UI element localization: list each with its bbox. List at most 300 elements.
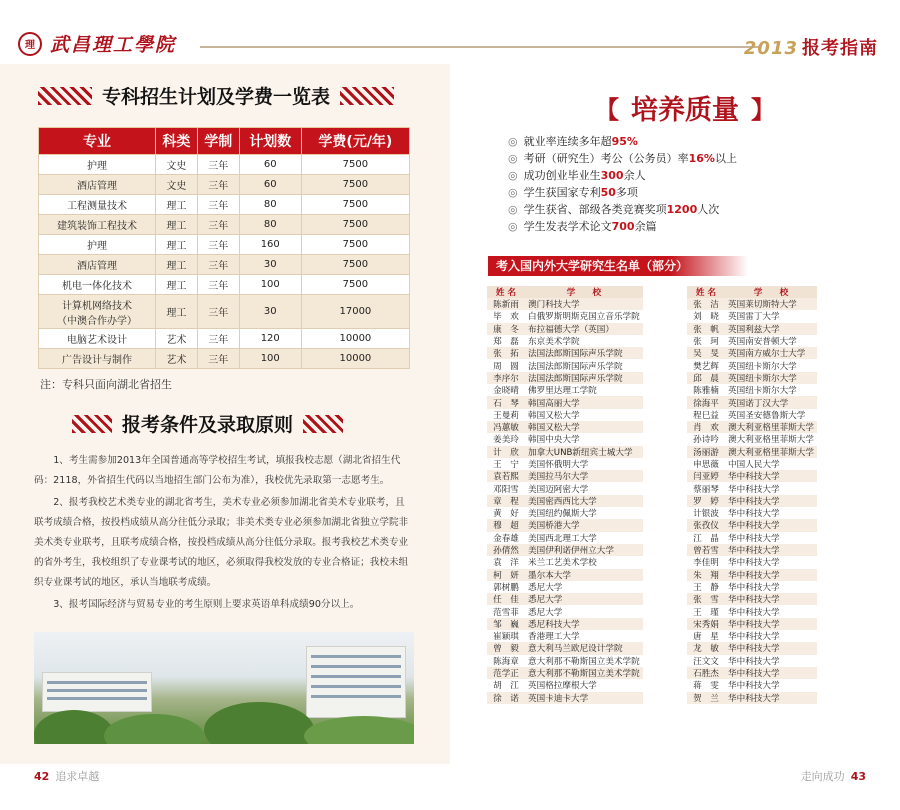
graduate-name: 王曼莉 xyxy=(493,410,519,421)
footer-left xyxy=(34,768,99,784)
plan-cell: 机电一体化技术 xyxy=(39,275,156,295)
graduate-row xyxy=(487,593,643,605)
graduate-row xyxy=(687,335,817,347)
graduate-row xyxy=(487,544,643,556)
graduate-name: 张 帆 xyxy=(687,323,725,335)
graduate-school: 美国纽约佩斯大学 xyxy=(528,509,597,520)
graduate-name: 吴 旻 xyxy=(687,347,725,359)
graduate-row xyxy=(687,409,817,421)
graduate-row xyxy=(487,470,643,482)
graduate-school: 白俄罗斯明斯克国立音乐学院 xyxy=(528,312,640,323)
bullet-hl: 700 xyxy=(611,220,635,233)
graduate-school: 英国莱切斯特大学 xyxy=(725,298,817,310)
graduate-name: 陈新雨 xyxy=(487,298,525,310)
footer-slogan: 走向成功 xyxy=(800,770,845,783)
plan-cell: 理工 xyxy=(155,255,197,275)
graduate-name: 张 珂 xyxy=(693,337,719,348)
graduate-row xyxy=(487,569,643,581)
graduate-name: 曾 毅 xyxy=(487,642,525,654)
graduate-row xyxy=(687,532,817,544)
graduate-school: 英国诺丁汉大学 xyxy=(725,396,817,408)
school-logo xyxy=(18,30,176,57)
graduate-school: 美国西北理工大学 xyxy=(528,533,597,544)
graduate-name: 孙倩然 xyxy=(487,544,525,556)
plan-note: 注：专科只面向湖北省招生 xyxy=(40,378,172,391)
graduate-school: 法国法郎斯国际声乐学院 xyxy=(528,361,623,372)
graduate-row xyxy=(687,642,817,654)
graduate-row xyxy=(487,446,643,458)
graduate-row xyxy=(687,593,817,605)
graduate-name: 章 程 xyxy=(487,495,525,507)
graduate-row xyxy=(687,446,817,458)
graduate-school: 布拉福德大学（英国） xyxy=(525,323,643,335)
graduate-row xyxy=(687,482,817,494)
plan-cell: 建筑装饰工程技术 xyxy=(39,215,156,235)
graduate-school: 英国南方威尔士大学 xyxy=(725,347,817,359)
quality-bullets xyxy=(508,133,737,235)
plan-cell: 理工 xyxy=(155,235,197,255)
graduate-name: 姜美玲 xyxy=(493,435,519,446)
graduate-name: 王 宁 xyxy=(493,460,519,470)
graduate-school: 英国纽卡斯尔大学 xyxy=(728,361,797,372)
graduate-school: 澳大利亚格里菲斯大学 xyxy=(725,446,817,458)
graduate-name: 袁 洋 xyxy=(493,558,519,569)
plan-cell: 三年 xyxy=(197,175,239,195)
graduate-row xyxy=(487,409,643,421)
plan-cell: 80 xyxy=(239,215,301,235)
bullet-pre: 成功创业毕业生 xyxy=(523,169,601,182)
bullet-post: 余篇 xyxy=(634,220,657,233)
graduate-row xyxy=(687,396,817,408)
graduate-row xyxy=(687,298,817,310)
plan-cell: 60 xyxy=(239,155,301,175)
plan-cell: 三年 xyxy=(197,349,239,369)
graduate-school: 香港理工大学 xyxy=(528,632,580,643)
graduate-name: 石胜杰 xyxy=(687,667,725,679)
graduate-row xyxy=(487,347,643,359)
quality-bullet xyxy=(508,133,737,150)
bracket-close-icon: 】 xyxy=(751,96,775,124)
plan-cell: 三年 xyxy=(197,155,239,175)
quality-heading: 培养质量 xyxy=(631,95,739,126)
graduate-school: 华中科技大学 xyxy=(725,642,817,654)
graduate-school: 英国格拉摩根大学 xyxy=(528,681,597,692)
graduate-name: 陈海章 xyxy=(493,656,519,667)
page-number: 42 xyxy=(34,770,50,783)
graduate-school: 悉尼大学 xyxy=(525,593,643,605)
plan-cell: 10000 xyxy=(301,349,409,369)
plan-cell: 广告设计与制作 xyxy=(39,349,156,369)
graduate-row xyxy=(487,323,643,335)
plan-row xyxy=(39,295,410,329)
graduate-name: 江 晶 xyxy=(693,533,719,544)
graduate-name: 樊艺辉 xyxy=(693,361,719,372)
plan-cell: 护理 xyxy=(39,235,156,255)
graduate-row xyxy=(487,605,643,617)
bullet-post: 以上 xyxy=(714,152,737,165)
graduate-name: 王 瑾 xyxy=(693,607,719,618)
plan-cell: 10000 xyxy=(301,329,409,349)
rule-paragraph: 2、报考我校艺术类专业的湖北省考生，美术专业必须参加湖北省美术专业联考，且联考成绩合格，按投档成绩从高分往低分录取；非美术类专业必须参加湖北省独立学院非美术类专业联考，且联考成绩合格，按投档成绩从高分往低分录取。报考我校艺术类专业的省外考生，我校组织了专业课考试的地区，必须取得我校发放的专业合格证；我校未组织专业课考试的地区，承认当地联考成绩。 xyxy=(34,497,409,588)
graduate-name: 范雪菲 xyxy=(493,607,519,618)
bullet-post: 多项 xyxy=(615,186,638,199)
stripe-ornament-icon xyxy=(72,415,112,433)
graduate-name: 肖 欢 xyxy=(687,421,725,433)
graduate-row xyxy=(487,630,643,642)
col-header-name: 姓 名 xyxy=(487,286,525,298)
graduate-school: 华中科技大学 xyxy=(725,667,817,679)
bullet-pre: 学生获国家专利 xyxy=(523,186,601,199)
plan-cell: 理工 xyxy=(155,295,197,329)
bullet-pre: 学生发表学术论文 xyxy=(523,220,612,233)
graduate-row xyxy=(687,495,817,507)
plan-cell: 理工 xyxy=(155,215,197,235)
graduate-school: 华中科技大学 xyxy=(728,607,780,618)
graduate-name: 蔡丽琴 xyxy=(693,484,719,495)
rules-text xyxy=(34,451,414,617)
graduate-row xyxy=(687,433,817,445)
graduate-school: 英国南安普顿大学 xyxy=(728,337,797,348)
header xyxy=(0,0,900,64)
graduate-row xyxy=(687,655,817,667)
graduate-name: 张 雪 xyxy=(687,593,725,605)
graduate-name: 石 琴 xyxy=(487,396,525,408)
plan-cell: 7500 xyxy=(301,255,409,275)
graduate-row xyxy=(687,347,817,359)
graduate-row xyxy=(687,679,817,691)
graduate-school: 墨尔本大学 xyxy=(525,569,643,581)
graduate-school: 米兰工艺美术学校 xyxy=(528,558,597,569)
plan-row xyxy=(39,155,410,175)
graduate-school: 华中科技大学 xyxy=(725,618,817,630)
graduate-school: 华中科技大学 xyxy=(728,558,780,569)
tree xyxy=(34,710,114,744)
graduate-name: 李佳明 xyxy=(693,558,719,569)
plan-title: 专科招生计划及学费一览表 xyxy=(102,86,331,108)
guide-year: 2013 xyxy=(743,38,798,59)
bullet-hl: 300 xyxy=(600,169,624,182)
graduate-name: 张 洁 xyxy=(687,298,725,310)
graduate-school: 佛罗里达理工学院 xyxy=(528,386,597,397)
graduate-row xyxy=(487,458,643,470)
graduate-name: 闫亚婷 xyxy=(687,470,725,482)
plan-cell: 三年 xyxy=(197,195,239,215)
graduate-school: 澳门科技大学 xyxy=(525,298,643,310)
plan-row xyxy=(39,255,410,275)
graduate-school: 法国法郎斯国际声乐学院 xyxy=(525,372,643,384)
graduate-row xyxy=(487,433,643,445)
graduate-name: 柯 妍 xyxy=(487,569,525,581)
graduate-school: 法国法郎斯国际声乐学院 xyxy=(525,347,643,359)
plan-cell: 护理 xyxy=(39,155,156,175)
graduate-name: 申思薇 xyxy=(693,460,719,470)
graduate-list-banner: 考入国内外大学研究生名单（部分） xyxy=(488,256,748,276)
plan-cell: 文史 xyxy=(155,175,197,195)
bullet-pre: 考研（研究生）考公（公务员）率 xyxy=(523,152,689,165)
graduate-school: 韩国中央大学 xyxy=(528,435,580,446)
plan-cell: 三年 xyxy=(197,329,239,349)
graduate-name: 穆 超 xyxy=(487,519,525,531)
plan-cell: 三年 xyxy=(197,235,239,255)
graduate-name: 康 冬 xyxy=(487,323,525,335)
graduate-school: 意大利那不勒斯国立美术学院 xyxy=(528,656,640,667)
rule-paragraph: 3、报考国际经济与贸易专业的考生原则上要求英语单科成绩90分以上。 xyxy=(53,599,360,610)
plan-cell: 文史 xyxy=(155,155,197,175)
graduate-school: 华中科技大学 xyxy=(725,569,817,581)
plan-cell: 7500 xyxy=(301,195,409,215)
graduate-school: 英国圣安德鲁斯大学 xyxy=(728,410,806,421)
graduate-name: 罗 婷 xyxy=(687,495,725,507)
plan-cell: 三年 xyxy=(197,215,239,235)
graduate-row xyxy=(687,384,817,396)
plan-cell: 80 xyxy=(239,195,301,215)
plan-cell: 工程测量技术 xyxy=(39,195,156,215)
building xyxy=(306,646,406,718)
graduate-school: 澳大利亚格里菲斯大学 xyxy=(728,435,814,446)
quality-bullet xyxy=(508,150,737,167)
guide-title xyxy=(744,34,878,60)
graduate-school: 悉尼科技大学 xyxy=(525,618,643,630)
plan-cell: 电脑艺术设计 xyxy=(39,329,156,349)
col-header-school: 学 校 xyxy=(525,286,643,298)
stripe-ornament-icon xyxy=(38,87,92,105)
graduate-school: 悉尼大学 xyxy=(528,607,563,618)
graduate-list-b xyxy=(687,286,817,704)
graduate-name: 徐海平 xyxy=(687,396,725,408)
graduate-row xyxy=(487,507,643,519)
plan-cell: 7500 xyxy=(301,235,409,255)
graduate-row xyxy=(687,556,817,568)
quality-title xyxy=(595,88,775,127)
graduate-row xyxy=(487,298,643,310)
graduate-school: 华中科技大学 xyxy=(728,509,780,520)
plan-cell: 艺术 xyxy=(155,349,197,369)
plan-cell: 30 xyxy=(239,255,301,275)
graduate-row xyxy=(487,679,643,691)
graduate-name: 毕 欢 xyxy=(493,312,519,323)
graduate-school: 韩国又松大学 xyxy=(525,421,643,433)
graduate-school: 英国纽卡斯尔大学 xyxy=(725,372,817,384)
graduate-row xyxy=(487,655,643,667)
graduate-row xyxy=(487,396,643,408)
graduate-school: 华中科技大学 xyxy=(725,470,817,482)
graduate-row xyxy=(687,372,817,384)
graduate-name: 程巳益 xyxy=(693,410,719,421)
graduate-row xyxy=(487,642,643,654)
graduate-school: 意大利那不勒斯国立美术学院 xyxy=(525,667,643,679)
graduate-school: 华中科技大学 xyxy=(728,582,780,593)
graduate-name: 汤丽游 xyxy=(687,446,725,458)
plan-row xyxy=(39,275,410,295)
graduate-name: 周 圆 xyxy=(493,361,519,372)
stripe-ornament-icon xyxy=(303,415,343,433)
plan-cell: 三年 xyxy=(197,275,239,295)
graduate-school: 英国卡迪卡大学 xyxy=(525,692,643,704)
tree xyxy=(304,716,414,744)
tree xyxy=(204,702,314,744)
graduate-row xyxy=(487,692,643,704)
graduate-school: 华中科技大学 xyxy=(728,632,780,643)
graduate-row xyxy=(687,470,817,482)
graduate-row xyxy=(487,310,643,322)
graduate-row xyxy=(487,384,643,396)
footer-right xyxy=(801,768,866,784)
graduate-row xyxy=(487,556,643,568)
graduate-name: 刘 晓 xyxy=(693,312,719,323)
graduate-school: 英国雷丁大学 xyxy=(728,312,780,323)
graduate-school: 美国怀俄明大学 xyxy=(528,460,589,470)
graduate-name: 张 拓 xyxy=(487,347,525,359)
plan-cell: 酒店管理 xyxy=(39,175,156,195)
graduate-list-a xyxy=(487,286,643,704)
bracket-open-icon: 【 xyxy=(595,96,619,124)
graduate-row xyxy=(487,372,643,384)
graduate-school: 美国迈阿密大学 xyxy=(528,484,589,495)
graduate-name: 胡 江 xyxy=(493,681,519,692)
graduate-row xyxy=(687,692,817,704)
plan-cell: 7500 xyxy=(301,275,409,295)
plan-cell: 160 xyxy=(239,235,301,255)
rule-paragraph: 1、考生需参加2013年全国普通高等学校招生考试，填报我校志愿（湖北省招生代码：2118，外省招生代码以当地招生部门公布为准），我校优先录取第一志愿考生。 xyxy=(34,455,401,486)
graduate-name: 蒋 雯 xyxy=(693,681,719,692)
graduate-row xyxy=(687,323,817,335)
graduate-school: 华中科技大学 xyxy=(728,656,780,667)
bullet-hl: 50 xyxy=(600,186,616,199)
graduate-school: 意大利马兰欧尼设计学院 xyxy=(525,642,643,654)
graduate-name: 任 佳 xyxy=(487,593,525,605)
graduate-row xyxy=(487,667,643,679)
plan-cell: 120 xyxy=(239,329,301,349)
graduate-name: 贺 兰 xyxy=(687,692,725,704)
graduate-name: 邹 巍 xyxy=(487,618,525,630)
graduate-school: 英国利兹大学 xyxy=(725,323,817,335)
graduate-row xyxy=(687,458,817,470)
plan-cell: 100 xyxy=(239,275,301,295)
stripe-ornament-icon xyxy=(340,87,394,105)
graduate-name: 龙 敏 xyxy=(687,642,725,654)
graduate-row xyxy=(687,507,817,519)
school-name: 武昌理工學院 xyxy=(50,34,177,56)
col-header-school: 学 校 xyxy=(725,286,817,298)
graduate-school: 澳大利亚格里菲斯大学 xyxy=(725,421,817,433)
graduate-name: 李序尔 xyxy=(487,372,525,384)
plan-row xyxy=(39,329,410,349)
rules-section-title xyxy=(72,410,343,437)
graduate-name: 曾若雪 xyxy=(687,544,725,556)
graduate-name: 郭树鹏 xyxy=(493,582,519,593)
quality-bullet xyxy=(508,218,737,235)
graduate-school: 悉尼大学 xyxy=(528,582,563,593)
plan-col-header: 学费(元/年) xyxy=(301,128,409,155)
bullet-post: 人次 xyxy=(697,203,720,216)
plan-table xyxy=(38,127,410,369)
graduate-name: 徐 诺 xyxy=(487,692,525,704)
plan-col-header: 专业 xyxy=(39,128,156,155)
graduate-school: 美国伊利诺伊州立大学 xyxy=(525,544,643,556)
plan-row xyxy=(39,195,410,215)
quality-bullet xyxy=(508,167,737,184)
plan-cell: 理工 xyxy=(155,195,197,215)
plan-cell: 艺术 xyxy=(155,329,197,349)
graduate-row xyxy=(487,618,643,630)
quality-bullet xyxy=(508,184,737,201)
graduate-school: 华中科技大学 xyxy=(725,519,817,531)
plan-cell: 酒店管理 xyxy=(39,255,156,275)
plan-cell: 7500 xyxy=(301,215,409,235)
page-number: 43 xyxy=(850,770,866,783)
graduate-name: 计 欣 xyxy=(487,446,525,458)
plan-cell: 7500 xyxy=(301,175,409,195)
graduate-name: 宋秀娟 xyxy=(687,618,725,630)
graduate-school: 美国桥港大学 xyxy=(525,519,643,531)
graduate-name: 邓阳雪 xyxy=(493,484,519,495)
graduate-school: 华中科技大学 xyxy=(728,533,780,544)
graduate-row xyxy=(687,667,817,679)
graduate-name: 孙诗吟 xyxy=(693,435,719,446)
col-header-name: 姓 名 xyxy=(687,286,725,298)
graduate-school: 东京美术学院 xyxy=(528,337,580,348)
graduate-name: 张孜仪 xyxy=(687,519,725,531)
graduate-name: 黄 好 xyxy=(493,509,519,520)
plan-cell: 17000 xyxy=(301,295,409,329)
graduate-name: 汪文文 xyxy=(693,656,719,667)
rules-title: 报考条件及录取原则 xyxy=(122,414,294,436)
guide-label: 报考指南 xyxy=(802,38,878,59)
graduate-school: 韩国又松大学 xyxy=(528,410,580,421)
graduate-row xyxy=(687,421,817,433)
graduate-name: 陈雅楠 xyxy=(693,386,719,397)
graduate-school: 韩国高丽大学 xyxy=(525,396,643,408)
graduate-row xyxy=(487,532,643,544)
plan-cell: 计算机网络技术 （中澳合作办学） xyxy=(39,295,156,329)
graduate-name: 金春雄 xyxy=(493,533,519,544)
graduate-name: 范学正 xyxy=(487,667,525,679)
graduate-school: 华中科技大学 xyxy=(728,484,780,495)
plan-cell: 7500 xyxy=(301,155,409,175)
graduate-row xyxy=(687,581,817,593)
plan-cell: 100 xyxy=(239,349,301,369)
graduate-row xyxy=(687,618,817,630)
graduate-row xyxy=(687,359,817,371)
graduate-row xyxy=(687,544,817,556)
plan-cell: 60 xyxy=(239,175,301,195)
plan-col-header: 计划数 xyxy=(239,128,301,155)
plan-section-title xyxy=(38,82,394,109)
bullet-pre: 学生获省、部级各类竞赛奖项 xyxy=(523,203,667,216)
graduate-row xyxy=(487,359,643,371)
plan-cell: 30 xyxy=(239,295,301,329)
plan-col-header: 学制 xyxy=(197,128,239,155)
plan-cell: 三年 xyxy=(197,295,239,329)
header-divider xyxy=(200,46,760,48)
bullet-hl: 16% xyxy=(688,152,715,165)
graduate-school: 中国人民大学 xyxy=(728,460,780,470)
plan-row xyxy=(39,215,410,235)
graduate-row xyxy=(487,482,643,494)
graduate-name: 金晓晴 xyxy=(493,386,519,397)
bullet-pre: 就业率连续多年超 xyxy=(523,135,612,148)
graduate-name: 朱 翔 xyxy=(687,569,725,581)
graduate-name: 王 静 xyxy=(693,582,719,593)
plan-row xyxy=(39,175,410,195)
building xyxy=(42,672,152,712)
graduate-school: 华中科技大学 xyxy=(725,544,817,556)
graduate-school: 华中科技大学 xyxy=(725,593,817,605)
graduate-name: 袁若熙 xyxy=(487,470,525,482)
campus-photo xyxy=(34,632,414,744)
bullet-hl: 95% xyxy=(611,135,638,148)
quality-bullet xyxy=(508,201,737,218)
